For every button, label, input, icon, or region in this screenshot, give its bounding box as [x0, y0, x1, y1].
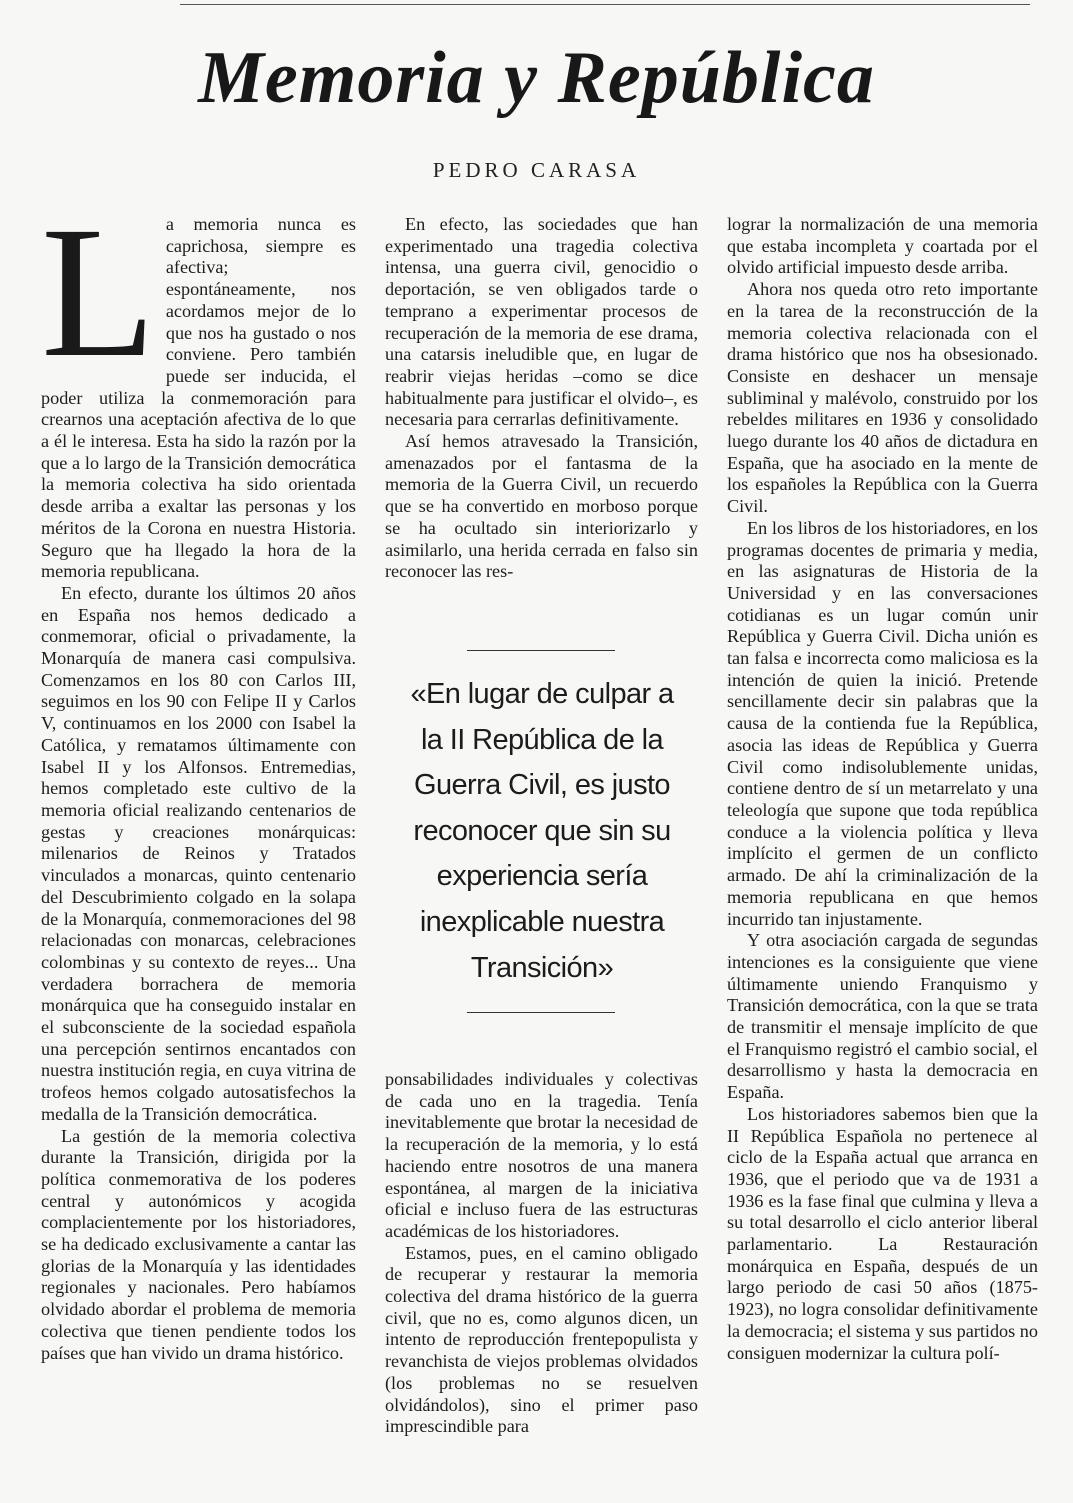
paragraph: Estamos, pues, en el camino obligado de recuperar y restaurar la memoria colectiva del drama histórico de la guerra civil, que no es, como algunos dicen, un intento de reproducción frentepopulista y revanchista de viejos problemas olvidados (los problemas no se resuelven olvidándolos), sino el primer paso imprescindible para	[385, 1242, 698, 1437]
article-title: Memoria y República	[198, 37, 875, 119]
paragraph	[41, 187, 356, 583]
article-column-2-top	[385, 214, 698, 583]
paragraph: Así hemos atravesado la Transición, amenazados por el fantasma de la memoria de la Guerra Civil, un recuerdo que se ha convertido en morboso porque se ha ocultado sin interiorizarlo y asimilarlo, una herida cerrada en falso sin reconocer las res-	[385, 431, 698, 582]
paragraph: Ahora nos queda otro reto importante en la tarea de la reconstrucción de la memoria colectiva relacionada con el drama histórico que nos ha obsesionado. Consiste en deshacer un mensaje subliminal y malévolo, construido por los rebeldes militares en 1936 y consolidado luego durante los 40 años de dictadura en España, que ha asociado en la mente de los españoles la República con la Guerra Civil.	[727, 279, 1038, 517]
paragraph: En efecto, durante los últimos 20 años en España nos hemos dedicado a conmemorar, oficial o privadamente, la Monarquía de manera casi compulsiva. Comenzamos en los 80 con Carlos III, seguimos en los 90 con Felipe II y Carlos V, continuamos en los 2000 con Isabel la Católica, y rematamos últimamente con Isabel II y los Alfonsos. Entremedias, hemos completado este cultivo de la memoria oficial realizando centenarios de gestas y creaciones monárquicas: milenarios de Reinos y Tratados vinculados a monarcas, quinto centenario del Descubrimiento colgado en la solapa de la Monarquía, conmemoraciones del 98 relacionadas con monarcas, celebraciones colombinas y su contexto de reyes... Una verdadera borrachera de memoria monárquica que ha conseguido instalar en el subconsciente de la sociedad española una percepción sentirnos encantados con nuestra institución regia, en cuya vitrina de trofeos hemos colgado autosatisfechos la medalla de la Transición democrática.	[41, 582, 356, 1124]
paragraph: lograr la normalización de una memoria que estaba incompleta y coartada por el olvido artificial impuesto desde arriba.	[727, 214, 1038, 278]
paragraph: La gestión de la memoria colectiva durante la Transición, dirigida por la política conmemorativa de los poderes central y autonómicos y acogida complacientemente por los historiadores, se ha dedicado exclusivamente a cantar las glorias de la Monarquía y las identidades regionales y nacionales. Pero habíamos olvidado abordar el problema de memoria colectiva que tienen pendiente todos los países que han vivido un drama histórico.	[41, 1125, 356, 1363]
paragraph-text: a memoria nunca es caprichosa, siempre es afectiva; espontáneamente, nos acordamos mejor de lo que nos ha gustado o nos conviene. Pero también puede ser inducida, el poder utiliza la conmemoración para crearnos una aceptación afectiva de lo que a él le interesa. Esta ha sido la razón por la que a lo largo de la Transición democrática la memoria colectiva ha sido orientada desde arriba a exaltar las personas y los méritos de la Corona en nuestra Historia. Seguro que ha llegado la hora de la memoria republicana.	[41, 214, 356, 582]
article-column-3	[727, 214, 1038, 1364]
pull-quote-rule-bottom	[467, 1012, 615, 1013]
article-column-1	[41, 187, 356, 1364]
top-rule	[180, 4, 1030, 5]
dropcap: L	[41, 187, 156, 396]
pull-quote-rule-top	[467, 650, 615, 651]
paragraph: En efecto, las sociedades que han experimentado una tragedia colectiva intensa, una guerra civil, genocidio o deportación, se ven obligados tarde o temprano a experimentar procesos de recuperación de la memoria de ese drama, una catarsis ineludible que, en lugar de reabrir viejas heridas –como se dice habitualmente para justificar el olvido–, es necesaria para cerrarlas definitivamente.	[385, 214, 698, 430]
paragraph: Y otra asociación cargada de segundas intenciones es la consiguiente que viene últimamente uniendo Franquismo y Transición democrática, con la que se trata de transmitir el mensaje implícito de que el Franquismo registró el cambio social, el desarrollismo y hasta la democracia en España.	[727, 930, 1038, 1103]
pull-quote: «En lugar de culpar a la II República de la Guerra Civil, es justo reconocer que sin su experiencia sería inexplicable nuestra Transición»	[410, 678, 674, 984]
paragraph: En los libros de los historiadores, en los programas docentes de primaria y media, en las asignaturas de Historia de la Universidad y en las conversaciones cotidianas es un lugar común unir República y Guerra Civil. Dicha unión es tan falsa e incorrecta como maliciosa es la intención de quien la inició. Pretende sencillamente decir sin palabras que la causa de la contienda fue la República, asocia las ideas de República y Guerra Civil como indisolublemente unidas, contiene dentro de sí un metarrelato y una teleología que supone que toda república conduce a la violencia política y lleva implícito el germen de un conflicto armado. De ahí la criminalización de la memoria republicana en que hemos incurrido tan injustamente.	[727, 517, 1038, 929]
paragraph: Los historiadores sabemos bien que la II República Española no pertenece al ciclo de la España actual que arranca en 1936, que el periodo que va de 1931 a 1936 es la fase final que culmina y lleva a su total desarrollo el ciclo anterior liberal parlamentario. La Restauración monárquica en España, después de un largo periodo de casi 50 años (1875-1923), no logra consolidar definitivamente la democracia; el sistema y sus partidos no consiguen modernizar la cultura polí-	[727, 1103, 1038, 1363]
author-byline: PEDRO CARASA	[432, 158, 641, 182]
article-column-2-bottom	[385, 1069, 698, 1438]
paragraph: ponsabilidades individuales y colectivas de cada uno en la tragedia. Tenía inevitablemente que brotar la necesidad de la recuperación de la memoria, y lo está haciendo entre nosotros de una manera espontánea, al margen de la iniciativa oficial e incluso fuera de las estructuras académicas de los historiadores.	[385, 1069, 698, 1241]
